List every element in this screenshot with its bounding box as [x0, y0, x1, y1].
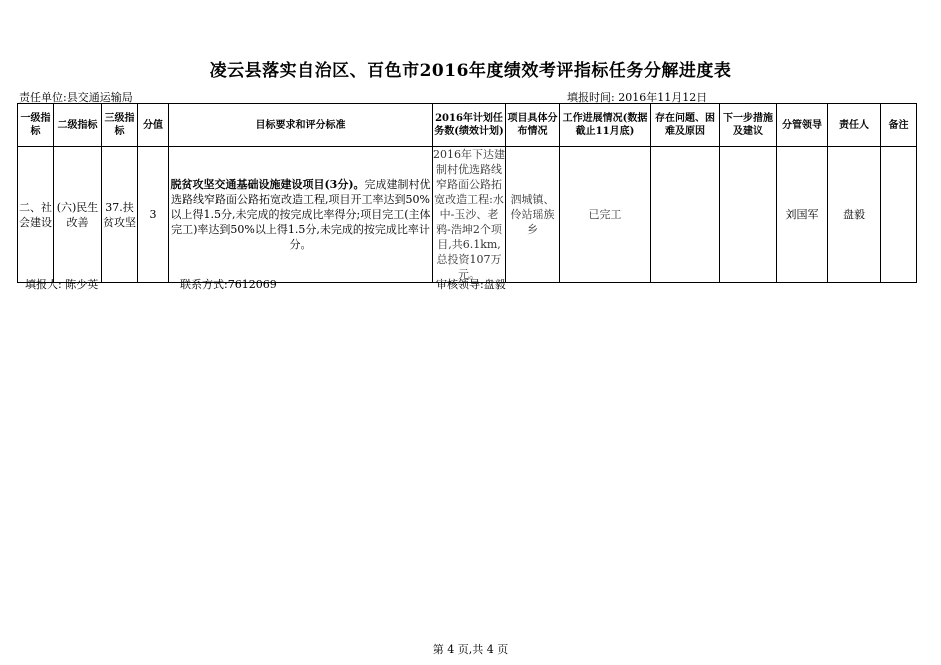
cell-problems [651, 147, 720, 283]
header-progress: 工作进展情况(数据截止11月底) [560, 104, 651, 147]
header-distribution: 项目具体分布情况 [506, 104, 560, 147]
header-level3: 三级指标 [102, 104, 138, 147]
header-standard: 目标要求和评分标准 [169, 104, 433, 147]
cell-level1: 二、社会建设 [18, 147, 54, 283]
standard-text: 完成建制村优选路线窄路面公路拓宽改造工程,项目开工率达到50%以上得1.5分,未完成的按完成比率得分;项目完工(主体完工)率达到50%以上得1.5分,未完成的按完成比率计分。 [170, 178, 431, 251]
header-score: 分值 [138, 104, 169, 147]
task-table [17, 103, 917, 283]
cell-next [720, 147, 777, 283]
cell-distribution: 泗城镇、伶站瑶族乡 [506, 147, 560, 283]
header-problems: 存在问题、困难及原因 [651, 104, 720, 147]
footer-reporter: 填报人: 陈少英 [25, 278, 99, 291]
header-person: 责任人 [828, 104, 881, 147]
cell-note [881, 147, 917, 283]
cell-plan: 2016年下达建制村优选路线窄路面公路拓宽改造工程:水中-玉沙、老鸦-浩坤2个项目,共6.1km,总投资107万元。 [433, 148, 505, 281]
cell-progress: 已完工 [560, 147, 651, 283]
footer-reviewer: 审核领导:盘毅 [436, 278, 506, 291]
header-level2: 二级指标 [54, 104, 102, 147]
cell-level3: 37.扶贫攻坚 [102, 147, 138, 283]
responsible-unit: 责任单位:县交通运输局 [19, 91, 133, 104]
standard-heading: 脱贫攻坚交通基础设施建设项目(3分)。 [170, 178, 365, 191]
cell-score: 3 [138, 147, 169, 283]
cell-level2: (六)民生改善 [54, 147, 102, 283]
cell-standard [169, 147, 433, 283]
fill-date: 填报时间: 2016年11月12日 [567, 91, 708, 104]
page-title: 凌云县落实自治区、百色市2016年度绩效考评指标任务分解进度表 [209, 61, 732, 81]
header-plan: 2016年计划任务数(绩效计划) [433, 104, 506, 147]
page-number: 第 4 页,共 4 页 [432, 643, 509, 656]
header-note: 备注 [881, 104, 917, 147]
header-leader: 分管领导 [777, 104, 828, 147]
table-row [18, 147, 917, 283]
footer-contact: 联系方式:7612069 [180, 278, 277, 291]
cell-person: 盘毅 [828, 147, 881, 283]
header-next: 下一步措施及建议 [720, 104, 777, 147]
header-level1: 一级指标 [18, 104, 54, 147]
cell-leader: 刘国军 [777, 147, 828, 283]
header-row [18, 104, 917, 147]
